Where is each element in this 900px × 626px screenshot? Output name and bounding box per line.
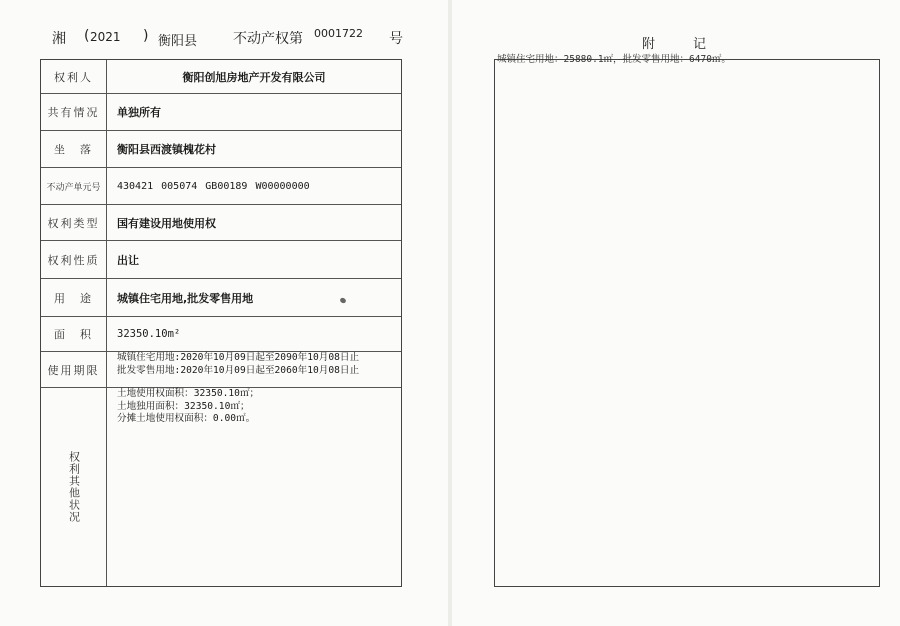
row-value: 430421 005074 GB00189 W00000000 bbox=[117, 180, 310, 192]
table-row bbox=[41, 352, 401, 388]
header-paren-close: ) bbox=[143, 28, 149, 44]
header-year: 2021 bbox=[90, 30, 121, 44]
annotation-title: 附记 bbox=[642, 37, 745, 52]
row-label: 使用期限 bbox=[41, 352, 107, 387]
row-value: 城镇住宅用地,批发零售用地 bbox=[117, 291, 254, 305]
row-value: 单独所有 bbox=[117, 106, 161, 119]
table-row bbox=[41, 241, 401, 279]
row-value: 国有建设用地使用权 bbox=[117, 216, 216, 230]
header-county: 衡阳县 bbox=[158, 34, 198, 49]
header-cert-number: 0001722 bbox=[314, 27, 363, 40]
annotation-note: 城镇住宅用地：25880.1㎡，批发零售用地：6470㎡。 bbox=[497, 54, 731, 65]
usage-period-line: 批发零售用地:2020年10月09日起至2060年10月08日止 bbox=[117, 364, 360, 376]
row-label: 权利其他状况 bbox=[41, 388, 107, 586]
other-status-line: 土地使用权面积：32350.10㎡； bbox=[117, 388, 260, 399]
table-row bbox=[41, 94, 401, 131]
table-row bbox=[41, 131, 401, 168]
table-row bbox=[41, 205, 401, 241]
row-value: 32350.10m² bbox=[117, 328, 181, 340]
table-row bbox=[41, 388, 401, 586]
annotation-box bbox=[494, 59, 880, 587]
table-row bbox=[41, 279, 401, 317]
row-label: 共有情况 bbox=[41, 94, 107, 130]
row-label: 坐 落 bbox=[41, 131, 107, 167]
row-value: 衡阳县西渡镇槐花村 bbox=[117, 143, 216, 156]
table-row bbox=[41, 60, 401, 94]
row-label: 权利性质 bbox=[41, 241, 107, 278]
header-prefix: 湘 bbox=[52, 31, 66, 47]
other-status-lines bbox=[117, 388, 259, 586]
row-label: 权利类型 bbox=[41, 205, 107, 240]
header-paren-open: ( bbox=[84, 28, 90, 44]
header-cert-text: 不动产权第 bbox=[233, 31, 303, 47]
row-value: 出让 bbox=[117, 253, 139, 267]
header-suffix: 号 bbox=[389, 31, 403, 47]
other-status-line: 分摊土地使用权面积：0.00㎡。 bbox=[117, 413, 256, 424]
row-label: 不动产单元号 bbox=[41, 168, 107, 204]
rights-table bbox=[40, 59, 402, 587]
usage-period-line: 城镇住宅用地:2020年10月09日起至2090年10月08日止 bbox=[117, 352, 360, 363]
row-label: 用 途 bbox=[41, 279, 107, 316]
row-label: 权利人 bbox=[41, 60, 107, 93]
other-status-line: 土地独用面积：32350.10㎡； bbox=[117, 400, 250, 412]
row-label: 面 积 bbox=[41, 317, 107, 351]
table-row bbox=[41, 317, 401, 352]
usage-period-lines bbox=[117, 352, 359, 387]
row-value: 衡阳创旭房地产开发有限公司 bbox=[182, 70, 326, 84]
table-row bbox=[41, 168, 401, 205]
